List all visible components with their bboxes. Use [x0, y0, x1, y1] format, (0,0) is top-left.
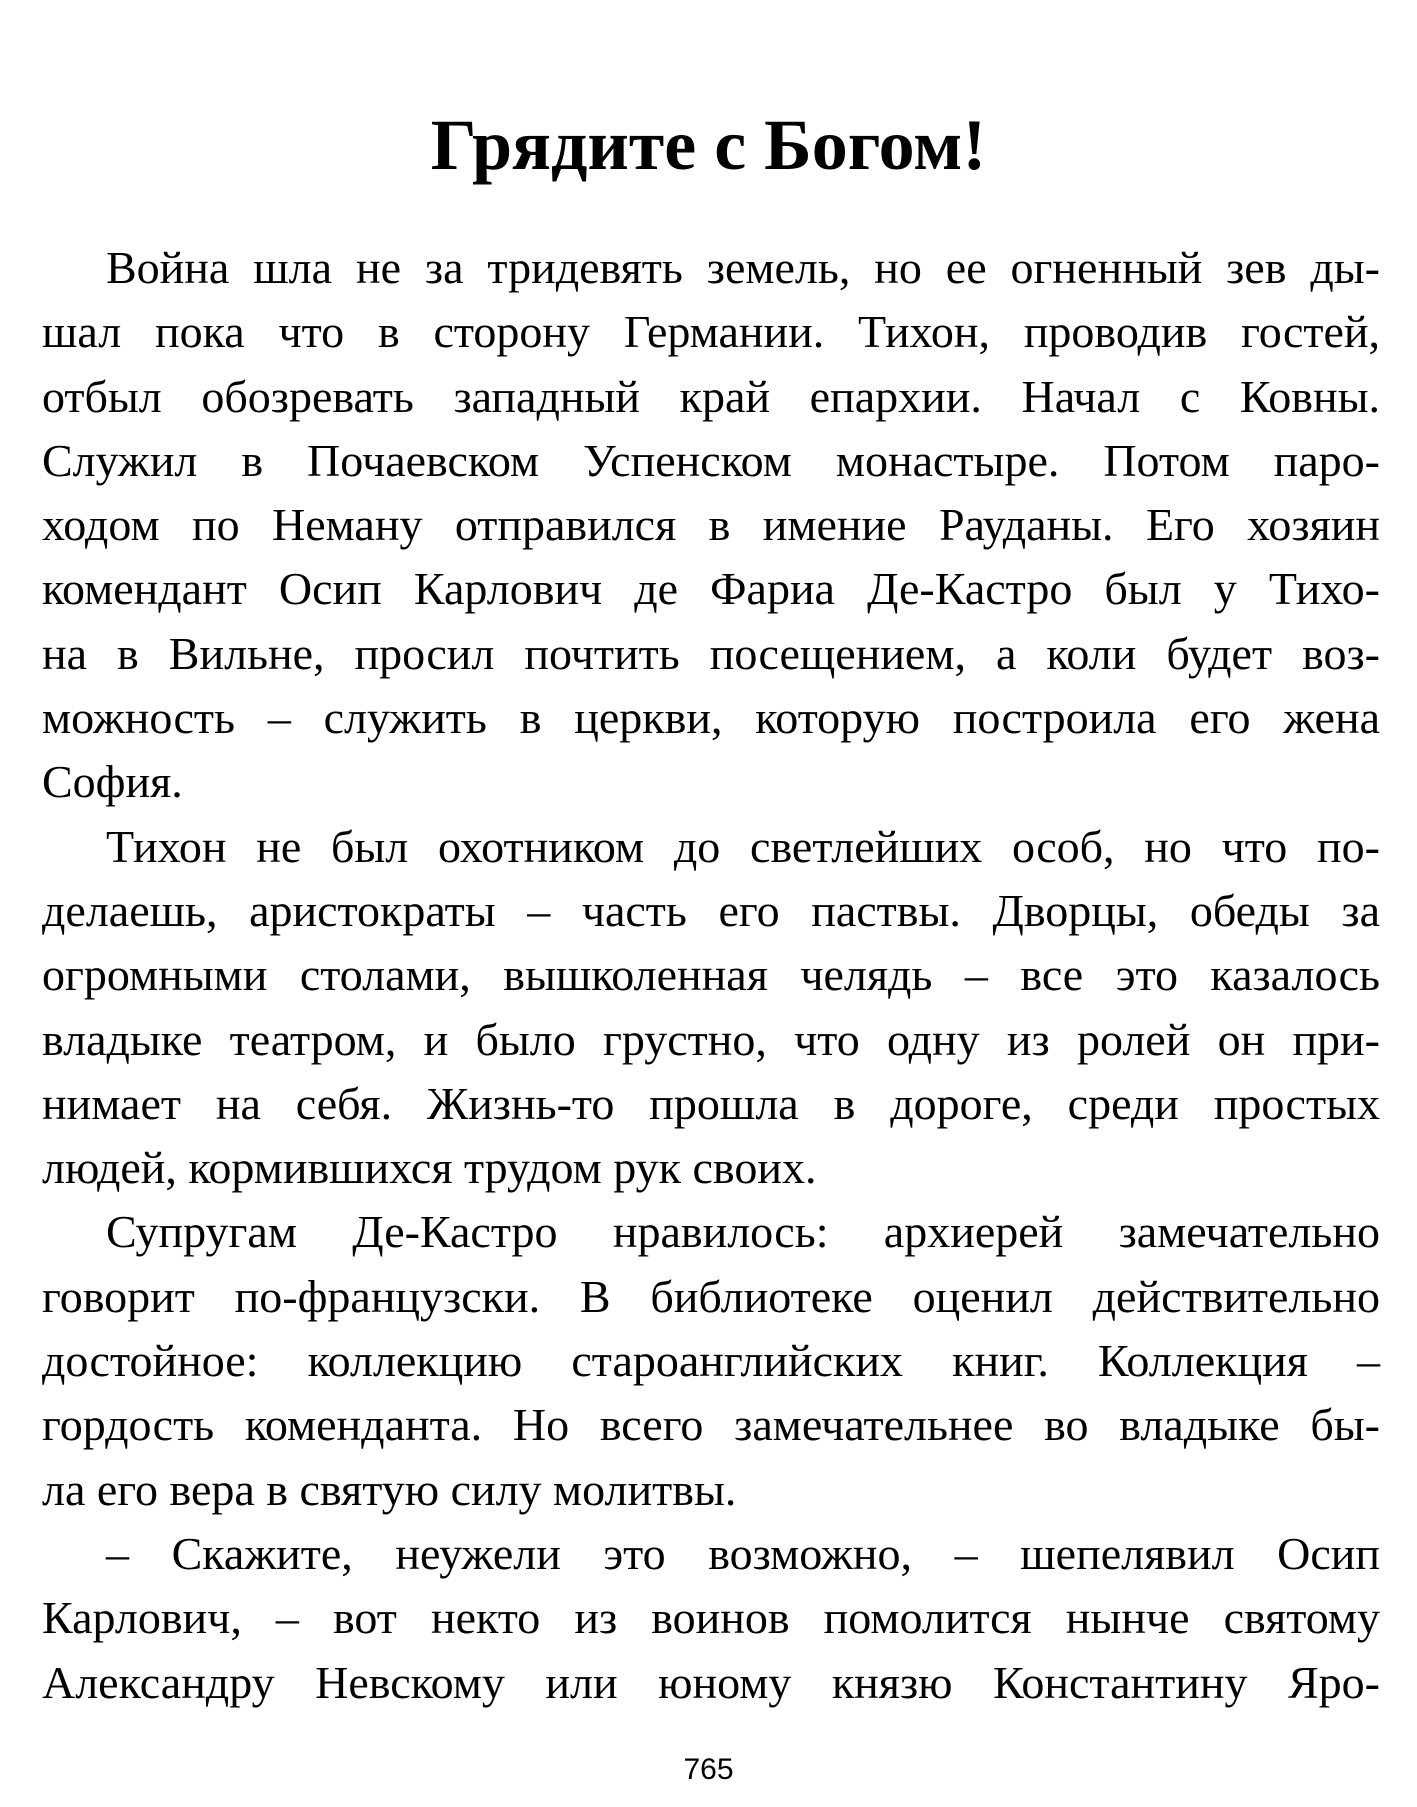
- chapter-title: Грядите с Богом!: [430, 105, 987, 185]
- text-line: Супругам Де-Кастро нравилось: архиерей замечательно: [106, 1206, 1380, 1258]
- page-number: 765: [683, 1753, 734, 1786]
- body-text: [42, 236, 1380, 1715]
- text-line: отбыл обозревать западный край епархии. Начал с Ковны.: [42, 370, 1380, 422]
- text-line: владыке театром, и было грустно, что одну из ролей он при-: [42, 1013, 1380, 1065]
- text-line: шал пока что в сторону Германии. Тихон, проводив гостей,: [42, 306, 1380, 358]
- text-line: ла его вера в святую силу молитвы.: [42, 1463, 737, 1515]
- text-line: достойное: коллекцию староанглийских книг. Коллекция –: [42, 1335, 1380, 1387]
- text-line: София.: [42, 756, 183, 808]
- text-line: говорит по-французски. В библиотеке оценил действительно: [42, 1270, 1380, 1322]
- text-line: Карлович, – вот некто из воинов помолится нынче святому: [42, 1592, 1380, 1644]
- text-line: Тихон не был охотником до светлейших особ, но что по-: [106, 820, 1380, 872]
- text-line: на в Вильне, просил почтить посещением, а коли будет воз-: [42, 627, 1380, 679]
- text-line: Александру Невскому или юному князю Константину Яро-: [42, 1656, 1380, 1708]
- text-line: людей, кормившихся трудом рук своих.: [42, 1142, 817, 1194]
- text-line: – Скажите, неужели это возможно, – шепелявил Осип: [106, 1527, 1380, 1579]
- text-line: нимает на себя. Жизнь-то прошла в дороге, среди простых: [42, 1077, 1380, 1129]
- text-line: делаешь, аристократы – часть его паствы. Дворцы, обеды за: [42, 884, 1380, 936]
- text-line: комендант Осип Карлович де Фариа Де-Кастро был у Тихо-: [42, 563, 1380, 615]
- text-line: гордость коменданта. Но всего замечательнее во владыке бы-: [42, 1399, 1380, 1451]
- text-line: огромными столами, вышколенная челядь – все это казалось: [42, 949, 1380, 1001]
- text-line: можность – служить в церкви, которую построила его жена: [42, 692, 1380, 744]
- text-line: ходом по Неману отправился в имение Рауданы. Его хозяин: [42, 499, 1380, 551]
- text-line: Служил в Почаевском Успенском монастыре. Потом паро-: [42, 434, 1380, 486]
- text-line: Война шла не за тридевять земель, но ее огненный зев ды-: [106, 242, 1380, 293]
